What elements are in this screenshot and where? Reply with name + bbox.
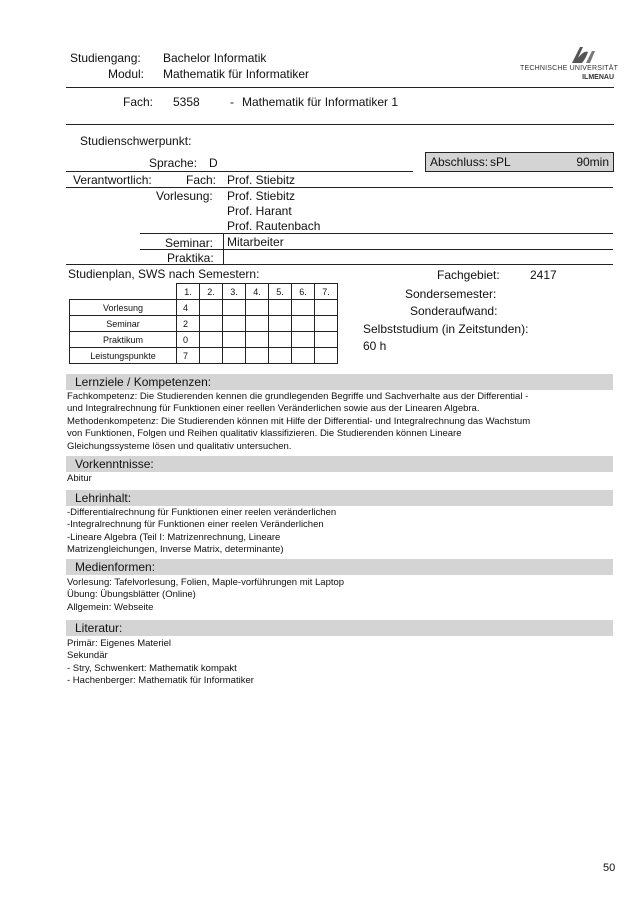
cell-value: 2 — [177, 316, 200, 332]
divider — [223, 233, 224, 264]
selbststudium-value: 60 h — [363, 339, 387, 353]
table-row — [70, 332, 338, 348]
page-number: 50 — [603, 862, 616, 874]
text-line: -Integralrechnung für Funktionen einer reelen Veränderlichen — [67, 519, 324, 531]
section-header-lehrinhalt — [66, 490, 613, 506]
text-line: Methodenkompetenz: Die Studierenden können mit Hilfe der Differential- und Integralrechnung das Wachstum — [67, 415, 531, 427]
fach-name: Mathematik für Informatiker 1 — [242, 95, 399, 109]
lernziele-text — [67, 391, 612, 453]
section-header-literatur — [66, 620, 613, 636]
university-logo — [520, 44, 619, 86]
section-header-medienformen — [66, 559, 613, 575]
vorkenntnisse-text — [67, 473, 612, 485]
sprache-label: Sprache: — [149, 156, 198, 170]
sprache-value: D — [209, 156, 218, 170]
literatur-text — [67, 638, 612, 688]
cell-value: 7 — [177, 348, 200, 364]
semester-header: 5. — [269, 284, 292, 300]
section-title: Vorkenntnisse: — [75, 457, 154, 471]
semester-header: 6. — [292, 284, 315, 300]
divider — [140, 249, 613, 250]
section-header-vorkenntnisse — [66, 456, 613, 472]
text-line: -Differentialrechnung für Funktionen einer reelen veränderlichen — [67, 507, 337, 518]
divider — [140, 233, 613, 234]
semester-header: 2. — [200, 284, 223, 300]
verantwortlich-fach-label: Fach: — [186, 173, 217, 187]
studienplan-title: Studienplan, SWS nach Semestern: — [68, 267, 260, 281]
table-row — [70, 316, 338, 332]
table-row — [70, 348, 338, 364]
fach-dash: - — [230, 95, 234, 109]
sws-table — [69, 283, 338, 364]
text-line: Fachkompetenz: Die Studierenden kennen die grundlegenden Begriffe und Sachverhalte aus der Differential - — [67, 391, 529, 402]
text-line: Übung: Übungsblätter (Online) — [67, 589, 196, 601]
row-label: Leistungspunkte — [70, 348, 177, 364]
logo-text-1: TECHNISCHE UNIVERSITÄT — [520, 65, 619, 72]
table-row — [70, 300, 338, 316]
verantwortlich-label: Verantwortlich: — [73, 173, 152, 187]
section-title: Literatur: — [75, 621, 123, 635]
text-line: und Integralrechnung für Funktionen einer reellen Veränderlichen sowie aus der Linearen Algebra. — [67, 403, 480, 415]
abschluss-value: sPL — [490, 155, 511, 169]
text-line: Allgemein: Webseite — [67, 601, 154, 613]
row-label: Praktikum — [70, 332, 177, 348]
cell-value: 0 — [177, 332, 200, 348]
divider — [66, 87, 614, 88]
vorlesung-value-3: Prof. Rautenbach — [227, 219, 321, 233]
text-line: - Stry, Schwenkert: Mathematik kompakt — [67, 662, 237, 674]
schwerpunkt-label: Studienschwerpunkt: — [80, 134, 192, 148]
pruefungsdauer: 90min — [576, 155, 609, 169]
semester-header: 7. — [315, 284, 338, 300]
modul-label: Modul: — [108, 67, 145, 81]
fach-label: Fach: — [123, 95, 154, 109]
semester-header: 1. — [177, 284, 200, 300]
fachgebiet-value: 2417 — [530, 268, 557, 282]
abschluss-box — [425, 152, 614, 172]
medienformen-text — [67, 577, 612, 614]
abschluss-label: Abschluss: — [430, 155, 489, 169]
row-label: Vorlesung — [70, 300, 177, 316]
seminar-label: Seminar: — [165, 236, 214, 250]
vorlesung-value-1: Prof. Stiebitz — [227, 189, 296, 203]
section-header-lernziele — [66, 374, 613, 390]
sondersemester-label: Sondersemester: — [405, 287, 497, 301]
vorlesung-value-2: Prof. Harant — [227, 204, 292, 218]
text-line: von Funktionen, Folgen und Reihen qualitativ klassifizieren. Die Studierenden können Lineare — [67, 428, 462, 440]
text-line: Matrizengleichungen, Inverse Matrix, determinante) — [67, 544, 284, 556]
divider — [66, 187, 613, 188]
logo-mark-icon — [520, 44, 614, 66]
semester-header: 4. — [246, 284, 269, 300]
section-title: Lehrinhalt: — [75, 491, 132, 505]
text-line: Gleichungssysteme lösen und qualitativ untersuchen. — [67, 440, 292, 452]
text-line: Abitur — [67, 473, 92, 484]
modul-value: Mathematik für Informatiker — [163, 67, 310, 81]
verantwortlich-fach-value: Prof. Stiebitz — [227, 173, 296, 187]
studiengang-value: Bachelor Informatik — [163, 51, 267, 65]
fachgebiet-label: Fachgebiet: — [437, 268, 500, 282]
fach-number: 5358 — [173, 95, 200, 109]
praktika-label: Praktika: — [167, 251, 214, 265]
divider — [66, 124, 614, 125]
vorlesung-label: Vorlesung: — [156, 189, 213, 203]
section-title: Medienformen: — [75, 560, 156, 574]
seminar-value: Mitarbeiter — [227, 235, 284, 249]
divider — [66, 171, 413, 172]
logo-text-2: ILMENAU — [582, 74, 614, 81]
lehrinhalt-text — [67, 507, 612, 557]
text-line: - Hachenberger: Mathematik für Informatiker — [67, 675, 254, 687]
cell-value: 4 — [177, 300, 200, 316]
text-line: Vorlesung: Tafelvorlesung, Folien, Maple-vorführungen mit Laptop — [67, 577, 345, 588]
sonderaufwand-label: Sonderaufwand: — [410, 304, 498, 318]
section-title: Lernziele / Kompetenzen: — [75, 375, 212, 389]
row-label: Seminar — [70, 316, 177, 332]
semester-header: 3. — [223, 284, 246, 300]
text-line: Sekundär — [67, 650, 108, 662]
selbststudium-label: Selbststudium (in Zeitstunden): — [363, 322, 529, 336]
text-line: Primär: Eigenes Materiel — [67, 638, 172, 649]
studiengang-label: Studiengang: — [70, 51, 141, 65]
text-line: -Lineare Algebra (Teil I: Matrizenrechnung, Lineare — [67, 531, 281, 543]
divider — [66, 264, 613, 265]
